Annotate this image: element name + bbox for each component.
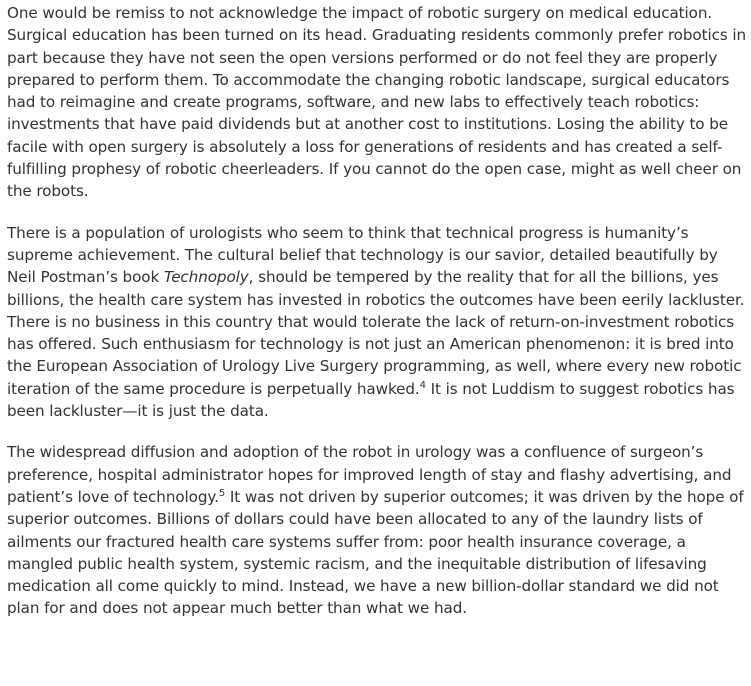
article-body xyxy=(7,2,747,639)
book-title-technopoly: Technopoly xyxy=(163,268,249,287)
paragraph-robotic-surgery-education xyxy=(7,2,747,203)
paragraph-2-text-b: , should be tempered by the reality that for all the billions, yes billions, the health care system has invested in robotics the outcomes have been eerily lackluster. There is no business in this country that would tolerate the lack of return-on-investment robotics has offered. Such enthusiasm for technology is not just an American phenomenon: it is bred into the European Association of Urology Live Surgery programming, as well, where every new robotic iteration of the same procedure is perpetually hawked. xyxy=(7,268,745,398)
paragraph-3-text-b: It was not driven by superior outcomes; it was driven by the hope of superior outcomes. Billions of dollars could have been allocated to any of the laundry lists of ailments our fractured health care systems suffer from: poor health insurance coverage, a mangled public health system, systemic racism, and the inequitable distribution of lifesaving medication all come quickly to mind. Instead, we have a new billion-dollar standard we did not plan for and does not appear much better than what we had. xyxy=(7,487,744,618)
paragraph-2-text-c: It is not Luddism to suggest robotics has been lackluster—it is just the data. xyxy=(7,379,735,421)
paragraph-2-text-a: There is a population of urologists who seem to think that technical progress is humanity’s supreme achievement. The cultural belief that technology is our savior, detailed beautifully by Neil Postman’s book xyxy=(7,223,718,287)
reference-5[interactable]: 5 xyxy=(218,487,226,499)
paragraph-3-text-a: The widespread diffusion and adoption of the robot in urology was a confluence of surgeon’s preference, hospital administrator hopes for improved length of stay and flashy advertising, and patient’s love of technology. xyxy=(7,443,732,506)
paragraph-1-text: One would be remiss to not acknowledge the impact of robotic surgery on medical education. Surgical education has been turned on its head. Graduating residents commonly prefer robotics in part because they have not seen the open versions performed or do not feel they are properly prepared to perform them. To accommodate the changing robotic landscape, surgical educators had to reimagine and create programs, software, and new labs to effectively teach robotics: investments that have paid dividends but at another cost to institutions. Losing the ability to be facile with open surgery is absolutely a loss for generations of residents and has created a self-fulfilling prophesy of robotic cheerleaders. If you cannot do the open case, might as well cheer on the robots. xyxy=(7,4,747,201)
reference-4[interactable]: 4 xyxy=(419,379,426,391)
paragraph-technical-progress xyxy=(7,222,747,423)
paragraph-robot-diffusion xyxy=(7,441,747,619)
